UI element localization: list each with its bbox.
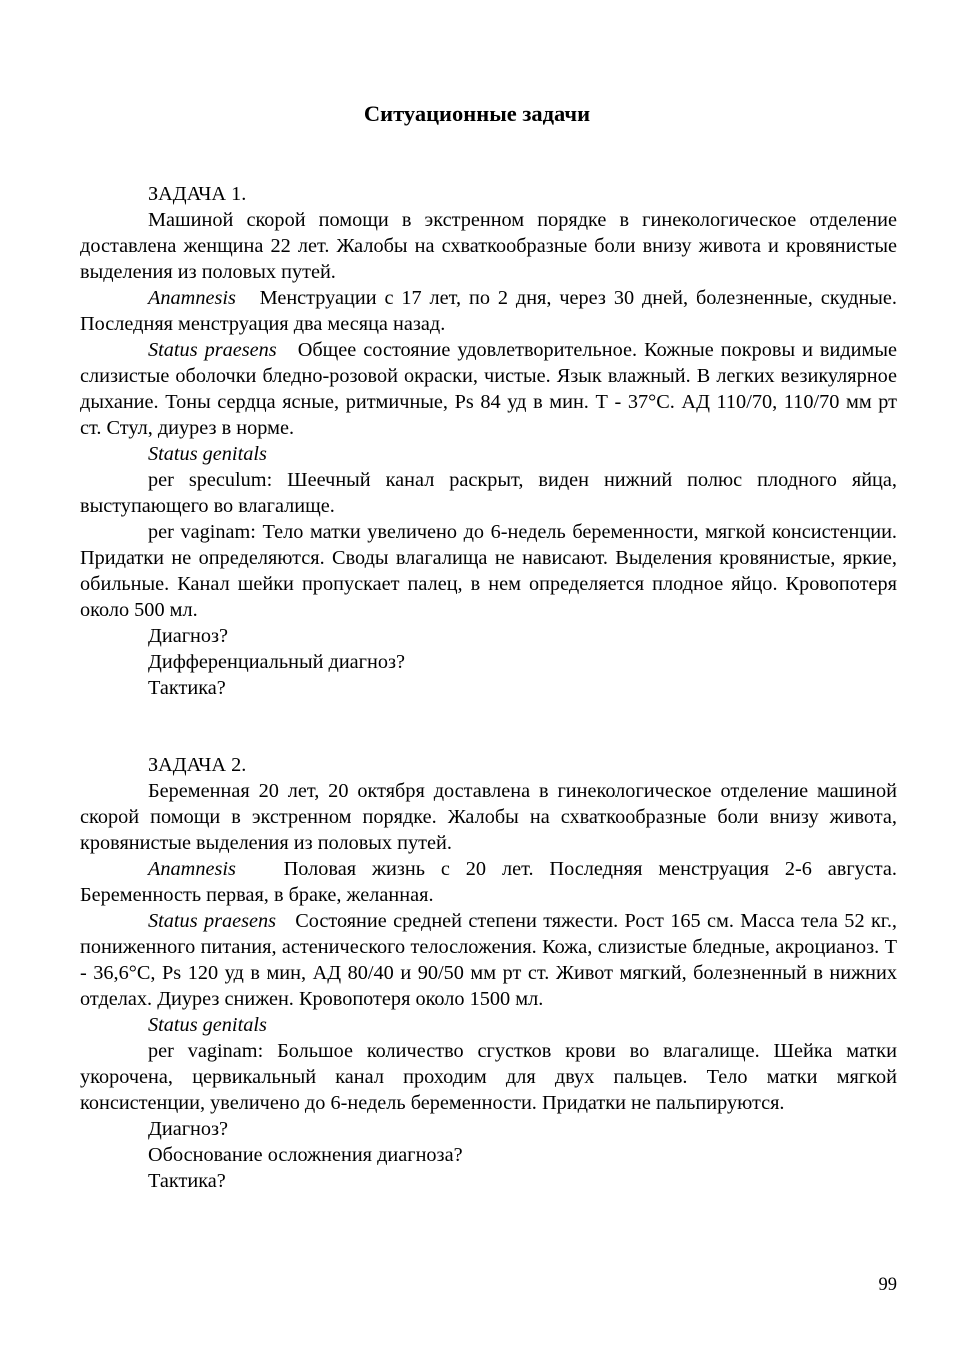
page-title: Ситуационные задачи (363, 101, 591, 126)
status-genitals-label: Status genitals (148, 443, 267, 465)
task-2-intro: Беременная 20 лет, 20 октября доставлена в гинекологическое отделение машиной скорой помощи в экстренном порядке. Жалобы на схваткообразные боли внизу живота, кровянистые выделения из половых путей. (80, 780, 897, 854)
anamnesis-text: Менструации с 17 лет, по 2 дня, через 30 дней, болезненные, скудные. Последняя менструация два месяца назад. (80, 287, 897, 335)
task-2-question-tactics: Тактика? (148, 1170, 226, 1192)
task-2-status-praesens (80, 908, 897, 1012)
status-praesens-label: Status praesens (148, 910, 277, 932)
task-1-per-vaginam: per vaginam: Тело матки увеличено до 6-недель беременности, мягкой консистенции. Придатки не определяются. Своды влагалища не нависают. Выделения кровянистые, яркие, обильные. Канал шейки пропускает палец, в нем определяется плодное яйцо. Кровопотеря около 500 мл. (80, 521, 897, 621)
task-2 (80, 752, 897, 1194)
task-1-heading: ЗАДАЧА 1. (148, 183, 247, 205)
page-number: 99 (878, 1275, 897, 1295)
status-praesens-text: Общее состояние удовлетворительное. Кожные покровы и видимые слизистые оболочки бледно-розовой окраски, чистые. Язык влажный. В легких везикулярное дыхание. Тоны сердца ясные, ритмичные, Ps 84 уд в мин. Т - 37°С. АД 110/70, 110/70 мм рт ст. Стул, диурез в норме. (80, 339, 897, 439)
status-praesens-label: Status praesens (148, 339, 277, 361)
task-2-question-complication: Обоснование осложнения диагноза? (148, 1144, 463, 1166)
anamnesis-label: Anamnesis (148, 858, 236, 880)
task-2-heading: ЗАДАЧА 2. (148, 754, 247, 776)
task-1-anamnesis (80, 285, 897, 337)
task-1-status-praesens (80, 337, 897, 441)
task-1-status-genitals (80, 441, 897, 467)
task-1-question-diagnosis: Диагноз? (148, 625, 229, 647)
task-2-anamnesis (80, 856, 897, 908)
anamnesis-label: Anamnesis (148, 287, 236, 309)
task-1-question-tactics: Тактика? (148, 677, 226, 699)
task-2-per-vaginam: per vaginam: Большое количество сгустков крови во влагалище. Шейка матки укорочена, цервикальный канал проходим для двух пальцев. Тело матки мягкой консистенции, увеличено до 6-недель беременности. Придатки не пальпируются. (80, 1040, 897, 1114)
task-1-intro: Машиной скорой помощи в экстренном порядке в гинекологическое отделение доставлена женщина 22 лет. Жалобы на схваткообразные боли внизу живота и кровянистые выделения из половых путей. (80, 209, 897, 283)
status-genitals-label: Status genitals (148, 1014, 267, 1036)
task-2-status-genitals (80, 1012, 897, 1038)
status-praesens-text: Состояние средней степени тяжести. Рост 165 см. Масса тела 52 кг., пониженного питания, астенического телосложения. Кожа, слизистые бледные, акроцианоз. Т - 36,6°С, Ps 120 уд в мин, АД 80/40 и 90/50 мм рт ст. Живот мягкий, болезненный в нижних отделах. Диурез снижен. Кровопотеря около 1500 мл. (80, 910, 897, 1010)
anamnesis-text: Половая жизнь с 20 лет. Последняя менструация 2-6 августа. Беременность первая, в браке, желанная. (80, 858, 897, 906)
task-1-per-speculum: per speculum: Шеечный канал раскрыт, виден нижний полюс плодного яйца, выступающего во влагалище. (80, 469, 897, 517)
task-1-question-differential: Дифференциальный диагноз? (148, 651, 406, 673)
task-1 (80, 181, 897, 701)
task-2-question-diagnosis: Диагноз? (148, 1118, 229, 1140)
